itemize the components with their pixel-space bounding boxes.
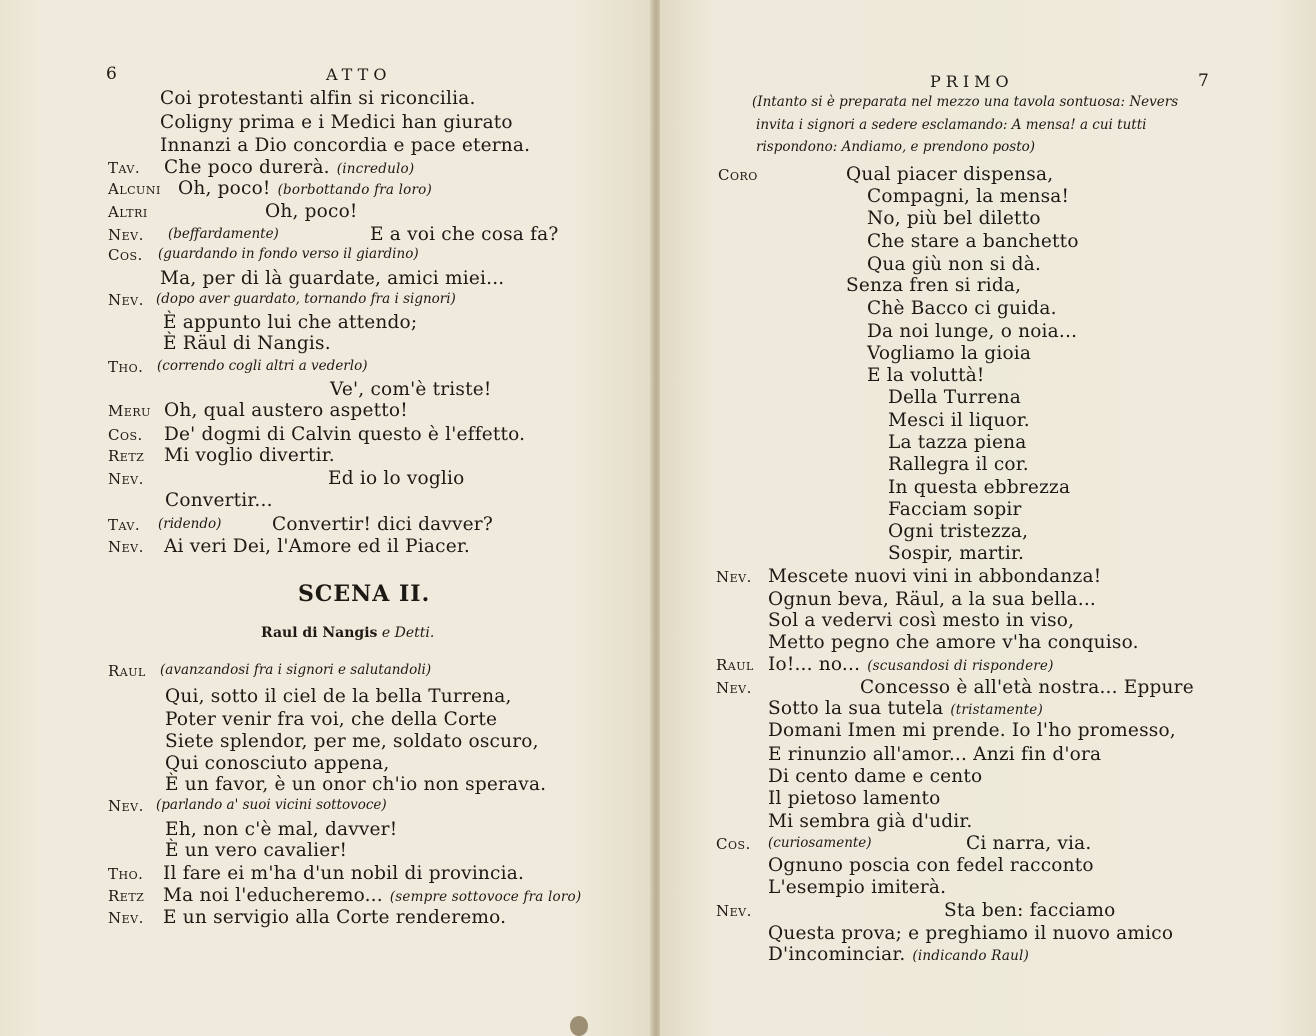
verse-line: E la voluttà! bbox=[867, 365, 985, 386]
stage-direction: (borbottando fra loro) bbox=[277, 182, 432, 198]
running-head: PRIMO bbox=[930, 72, 1014, 91]
verse-line: Ma noi l'educheremo... (sempre sottovoce fra loro) bbox=[163, 885, 582, 906]
speaker-name: Nev. bbox=[108, 226, 144, 244]
verse-line: Ognuno poscia con fedel racconto bbox=[768, 855, 1094, 876]
verse-line: In questa ebbrezza bbox=[888, 477, 1071, 498]
verse-line: E un servigio alla Corte renderemo. bbox=[163, 907, 507, 928]
verse-line: Questa prova; e preghiamo il nuovo amico bbox=[768, 923, 1174, 944]
verse-line: Sta ben: facciamo bbox=[944, 900, 1116, 921]
verse-line: Concesso è all'età nostra... Eppure bbox=[860, 677, 1194, 698]
verse-line: E rinunzio all'amor... Anzi fin d'ora bbox=[768, 744, 1102, 765]
verse-line: Siete splendor, per me, soldato oscuro, bbox=[165, 731, 539, 752]
verse-line: Convertir... bbox=[165, 490, 273, 511]
speaker-name: Coro bbox=[718, 166, 758, 184]
verse-line: Ognun beva, Räul, a la sua bella... bbox=[768, 589, 1096, 610]
speaker-name: Nev. bbox=[108, 797, 144, 815]
stage-direction: (sempre sottovoce fra loro) bbox=[389, 889, 582, 905]
verse-line: Oh, qual austero aspetto! bbox=[164, 400, 408, 421]
stage-direction: (ridendo) bbox=[158, 516, 222, 532]
verse-line: Il pietoso lamento bbox=[768, 788, 941, 809]
verse-line: Ogni tristezza, bbox=[888, 521, 1029, 542]
verse-line: D'incominciar. (indicando Raul) bbox=[768, 944, 1030, 965]
speaker-name: Retz bbox=[108, 447, 145, 465]
verse-line: Oh, poco! bbox=[265, 201, 358, 222]
verse-line: Il fare ei m'ha d'un nobil di provincia. bbox=[163, 863, 525, 884]
verse-line: È un vero cavalier! bbox=[165, 840, 348, 861]
verse-line: Mescete nuovi vini in abbondanza! bbox=[768, 566, 1102, 587]
verse-line: Vogliamo la gioia bbox=[867, 343, 1032, 364]
stage-direction: (indicando Raul) bbox=[912, 948, 1030, 964]
verse-line: Facciam sopir bbox=[888, 499, 1022, 520]
verse-line: Ai veri Dei, l'Amore ed il Piacer. bbox=[164, 536, 470, 557]
verse-line: Che stare a banchetto bbox=[867, 231, 1079, 252]
stage-direction: (correndo cogli altri a vederlo) bbox=[157, 358, 368, 374]
stage-direction: (guardando in fondo verso il giardino) bbox=[158, 246, 419, 262]
verse-line: De' dogmi di Calvin questo è l'effetto. bbox=[164, 424, 526, 445]
stage-direction: (dopo aver guardato, tornando fra i signori) bbox=[156, 291, 456, 307]
speaker-name: Cos. bbox=[108, 426, 143, 444]
verse-line: Compagni, la mensa! bbox=[867, 186, 1070, 207]
speaker-name: Alcuni bbox=[108, 180, 161, 198]
verse-line: Io!... no... (scusandosi di rispondere) bbox=[768, 654, 1054, 675]
speaker-name: Tav. bbox=[108, 159, 141, 177]
stage-direction: (tristamente) bbox=[950, 702, 1043, 718]
verse-line: Qua giù non si dà. bbox=[867, 254, 1042, 275]
stage-direction: (beffardamente) bbox=[168, 226, 279, 242]
verse-line: Qui conosciuto appena, bbox=[165, 753, 390, 774]
stage-direction: (incredulo) bbox=[336, 161, 415, 177]
verse-line: Qui, sotto il ciel de la bella Turrena, bbox=[165, 686, 512, 707]
verse-line: È appunto lui che attendo; bbox=[163, 312, 418, 333]
stage-direction: (avanzandosi fra i signori e salutandoli) bbox=[160, 662, 432, 678]
left-page bbox=[0, 0, 652, 1036]
verse-line: Ed io lo voglio bbox=[328, 468, 465, 489]
page-number: 6 bbox=[106, 64, 117, 84]
verse-line: Oh, poco! (borbottando fra loro) bbox=[178, 178, 432, 199]
speaker-name: Nev. bbox=[108, 291, 144, 309]
speaker-name: Retz bbox=[108, 887, 145, 905]
verse-line: Ci narra, via. bbox=[966, 833, 1092, 854]
speaker-name: Altri bbox=[108, 203, 148, 221]
verse-line: Sol a vedervi così mesto in viso, bbox=[768, 610, 1075, 631]
verse-line: Di cento dame e cento bbox=[768, 766, 983, 787]
cast-name: Raul di Nangis bbox=[261, 625, 378, 641]
speaker-name: Tho. bbox=[108, 865, 144, 883]
speaker-name: Raul bbox=[716, 656, 754, 674]
speaker-name: Nev. bbox=[108, 909, 144, 927]
speaker-name: Nev. bbox=[108, 538, 144, 556]
speaker-name: Nev. bbox=[716, 902, 752, 920]
speaker-name: Cos. bbox=[108, 246, 143, 264]
verse-line: Senza fren si rida, bbox=[846, 275, 1022, 296]
running-head: ATTO bbox=[326, 65, 392, 84]
stage-direction: (scusandosi di rispondere) bbox=[867, 658, 1054, 674]
verse-line: Innanzi a Dio concordia e pace eterna. bbox=[160, 135, 531, 156]
verse-line: No, più bel diletto bbox=[867, 208, 1041, 229]
verse-line: È Räul di Nangis. bbox=[163, 333, 331, 354]
verse-line: Rallegra il cor. bbox=[888, 454, 1029, 475]
stage-direction: (curiosamente) bbox=[768, 835, 872, 851]
speaker-name: Cos. bbox=[716, 835, 751, 853]
speaker-name: Meru bbox=[108, 402, 151, 420]
stage-direction: (parlando a' suoi vicini sottovoce) bbox=[156, 797, 387, 813]
verse-line: Sospir, martir. bbox=[888, 543, 1025, 564]
speaker-name: Nev. bbox=[716, 679, 752, 697]
verse-line: È un favor, è un onor ch'io non sperava. bbox=[165, 774, 547, 795]
stage-direction-intro: (Intanto si è preparata nel mezzo una tavola sontuosa: Nevers bbox=[752, 94, 1179, 110]
verse-line: Coi protestanti alfin si riconcilia. bbox=[160, 88, 476, 109]
verse-line: La tazza piena bbox=[888, 432, 1027, 453]
verse-line: Eh, non c'è mal, davver! bbox=[165, 819, 398, 840]
speaker-name: Tho. bbox=[108, 358, 144, 376]
verse-line: Coligny prima e i Medici han giurato bbox=[160, 112, 513, 133]
verse-line: Ve', com'è triste! bbox=[330, 379, 492, 400]
verse-line: E a voi che cosa fa? bbox=[370, 224, 559, 245]
scene-title: SCENA II. bbox=[298, 581, 431, 607]
cast-rest: e Detti. bbox=[381, 625, 435, 641]
verse-line: Che poco durerà. (incredulo) bbox=[164, 157, 415, 178]
speaker-name: Nev. bbox=[108, 470, 144, 488]
verse-line: Ma, per di là guardate, amici miei... bbox=[160, 268, 505, 289]
verse-line: L'esempio imiterà. bbox=[768, 877, 947, 898]
verse-line: Chè Bacco ci guida. bbox=[867, 298, 1057, 319]
speaker-name: Raul bbox=[108, 662, 146, 680]
verse-line: Metto pegno che amore v'ha conquiso. bbox=[768, 632, 1139, 653]
verse-line: Mesci il liquor. bbox=[888, 410, 1030, 431]
verse-line: Sotto la sua tutela (tristamente) bbox=[768, 698, 1043, 719]
cast-line bbox=[261, 626, 434, 640]
verse-line: Mi sembra già d'udir. bbox=[768, 811, 973, 832]
verse-line: Mi voglio divertir. bbox=[164, 445, 335, 466]
speaker-name: Tav. bbox=[108, 516, 141, 534]
right-page bbox=[660, 0, 1316, 1036]
verse-line: Della Turrena bbox=[888, 387, 1021, 408]
page-number: 7 bbox=[1198, 71, 1209, 91]
speaker-name: Nev. bbox=[716, 568, 752, 586]
verse-line: Qual piacer dispensa, bbox=[846, 164, 1054, 185]
verse-line: Convertir! dici davver? bbox=[272, 514, 493, 535]
verse-line: Poter venir fra voi, che della Corte bbox=[165, 709, 498, 730]
stage-direction-intro: rispondono: Andiamo, e prendono posto) bbox=[756, 139, 1036, 155]
stage-direction-intro: invita i signori a sedere esclamando: A mensa! a cui tutti bbox=[756, 117, 1147, 133]
verse-line: Domani Imen mi prende. Io l'ho promesso, bbox=[768, 720, 1176, 741]
page-stain bbox=[570, 1016, 588, 1036]
verse-line: Da noi lunge, o noia... bbox=[867, 321, 1078, 342]
